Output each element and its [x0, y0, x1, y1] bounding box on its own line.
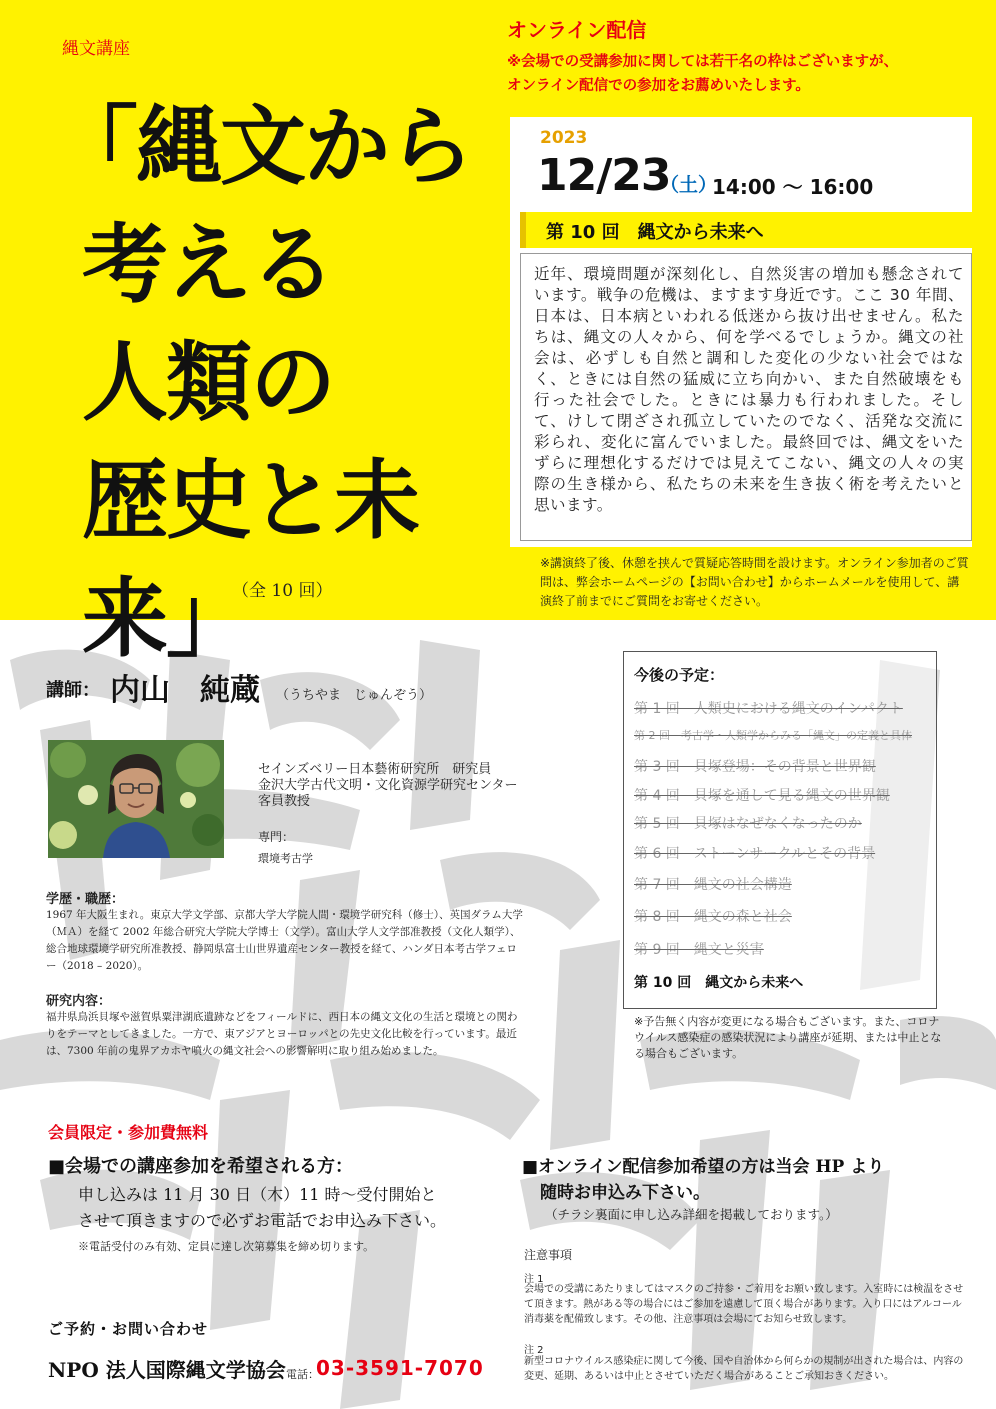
lecturer-kana: （うちやま じゅんぞう）	[276, 688, 433, 703]
online-apply	[522, 1154, 962, 1206]
event-weekday: （土）	[660, 174, 718, 196]
phone-number[interactable]: 03-3591-7070	[316, 1356, 484, 1380]
schedule-item-9: 第 9 回 縄文と災害	[634, 942, 764, 958]
venue-note: ※電話受付のみ有効、定員に達し次第募集を締め切ります。	[78, 1240, 375, 1253]
caution-note-2: 新型コロナウイルス感染症に関して今後、国や自治体から何らかの規制が出された場合は、内容の変更、延期、あるいは中止とさせていただく場合があることご承知おきください。	[524, 1356, 964, 1382]
lecturer-affiliation	[258, 762, 518, 810]
online-apply-line-2: 随時お申込み下さい。	[540, 1183, 710, 1203]
online-apply-line-1: ■オンライン配信参加希望の方は当会 HP より	[522, 1157, 885, 1177]
caution-note-2-label: 注 2	[524, 1345, 544, 1356]
venue-line-2: させて頂きますので必ずお電話でお申込み下さい。	[78, 1211, 447, 1230]
lecturer-photo-illustration	[48, 740, 224, 858]
event-date: 12/23	[537, 150, 671, 201]
affiliation-line-1: セインズベリー日本藝術研究所 研究員	[258, 762, 492, 777]
lecture-description: 近年、環境問題が深刻化し、自然災害の増加も懸念されています。戦争の危機は、ますます身近です。ここ 30 年間、日本は、日本病といわれる低迷から抜け出せません。私たちは、縄文の人々から、何を学べるでしょうか。縄文の社会は、必ずしも自然と調和した変化の少ない社会ではなく、ときには自然の猛威に立ち向かい、また自然破壊をも行った社会でした。ときには暴力も行われました。そして、けして閉ざされ孤立していたのでなく、活発な交流に彩られ、変化に富んでいました。最終回では、縄文をいたずらに理想化するだけでは見えてこない、縄文の人々の実際の生き様から、私たちの未来を生き抜く術を考えたいと思います。	[534, 265, 964, 514]
career-text: 1967 年大阪生まれ。東京大学文学部、京都大学大学院人間・環境学研究科（修士）、英国ダラム大学（ＭＡ）を経て 2002 年総合研究大学院大学博士（文学）。富山大学人文学部准教授（文化人類学）、総合地球環境学研究所准教授、静岡県富士山世界遺産センター教授を経て、ハンダ日本考古学フェロー（2018 – 2020）。	[46, 909, 523, 972]
schedule-item-2: 第 2 回 考古学・人類学からみる「縄文」の定義と具体	[634, 729, 912, 742]
schedule-item-3: 第 3 回 貝塚登場：その背景と世界観	[634, 759, 876, 775]
caution-heading: 注意事項	[524, 1248, 573, 1262]
schedule-heading: 今後の予定：	[634, 666, 725, 684]
main-title-line-1: 「縄文から	[52, 96, 472, 197]
lecturer-photo	[48, 740, 224, 858]
main-title-line-2: 考える	[82, 214, 334, 315]
schedule-item-5: 第 5 回 貝塚はなぜなくなったのか	[634, 816, 862, 832]
specialty-label: 専門：	[258, 830, 295, 844]
schedule-item-10: 第 10 回 縄文から未来へ	[634, 975, 804, 991]
specialty: 環境考古学	[258, 852, 313, 865]
contact-heading: ご予約・お問い合わせ	[48, 1320, 209, 1338]
series-count: （全 10 回）	[232, 581, 333, 601]
schedule-item-4: 第 4 回 貝塚を通して見る縄文の世界観	[634, 788, 890, 804]
event-year: 2023	[540, 128, 588, 148]
affiliation-line-2: 金沢大学古代文明・文化資源学研究センター	[258, 778, 518, 793]
venue-body	[78, 1182, 498, 1234]
main-title-line-3: 人類の	[82, 332, 334, 433]
series-label: 縄文講座	[62, 39, 130, 59]
caution-note-1: 会場での受講にあたりましてはマスクのご持参・ご着用をお願い致します。入室時には検温をさせて頂きます。熱がある等の場合にはご参加を遠慮して頂く場合があります。入り口にはアルコール消毒薬を配備致します。その他、注意事項は会場にてお知らせ致します。	[524, 1284, 964, 1325]
online-note	[507, 50, 987, 98]
online-apply-note: （チラシ裏面に申し込み詳細を掲載しております。）	[545, 1207, 838, 1222]
online-note-line-1: ※会場での受講参加に関しては若干名の枠はございますが、	[507, 54, 899, 70]
qa-note: ※講演終了後、休憩を挟んで質疑応答時間を設けます。オンライン参加者のご質問は、弊会ホームページの【お問い合わせ】からホームメールを使用して、講演終了前までにご質問をお寄せください。	[540, 556, 969, 608]
schedule-item-7: 第 7 回 縄文の社会構造	[634, 877, 792, 893]
event-time: 14:00 〜 16:00	[712, 175, 874, 199]
online-note-line-2: オンライン配信での参加をお薦めいたします。	[507, 78, 810, 94]
caution-note-1-label: 注 1	[524, 1274, 544, 1285]
research-heading: 研究内容：	[46, 994, 112, 1009]
lecturer-label: 講師：	[46, 680, 100, 701]
organization-name: NPO 法人国際縄文学協会	[48, 1358, 286, 1382]
research-text: 福井県鳥浜貝塚や滋賀県粟津湖底遺跡などをフィールドに、西日本の縄文文化の生活と環境との関わりをテーマとしてきました。一方で、東アジアとヨーロッパとの先史文化比較を行っています。最近は、7300 年前の鬼界アカホヤ噴火の縄文社会への影響解明に取り組み始めました。	[46, 1011, 518, 1057]
venue-heading: ■会場での講座参加を希望される方：	[48, 1156, 354, 1177]
affiliation-line-3: 客員教授	[258, 794, 311, 809]
career-heading: 学歴・職歴：	[46, 892, 125, 907]
main-title-line-4: 歴史と未来」	[82, 450, 418, 669]
phone-label: 電話：	[286, 1368, 319, 1381]
member-only-note: 会員限定・参加費無料	[48, 1123, 209, 1142]
online-heading: オンライン配信	[507, 18, 647, 42]
schedule-item-8: 第 8 回 縄文の森と社会	[634, 909, 792, 925]
venue-line-1: 申し込みは 11 月 30 日（木）11 時〜受付開始と	[78, 1185, 437, 1204]
schedule-item-1: 第 1 回 人類史における縄文のインパクト	[634, 701, 903, 717]
schedule-note: ※予告無く内容が変更になる場合もございます。また、コロナウイルス感染症の感染状況により講座が延期、または中止となる場合もございます。	[634, 1015, 942, 1060]
lecturer-name: 内山 純蔵	[110, 673, 260, 708]
schedule-item-6: 第 6 回 ストーンサークルとその背景	[634, 846, 876, 862]
lecture-title: 第 10 回 縄文から未来へ	[546, 222, 764, 243]
